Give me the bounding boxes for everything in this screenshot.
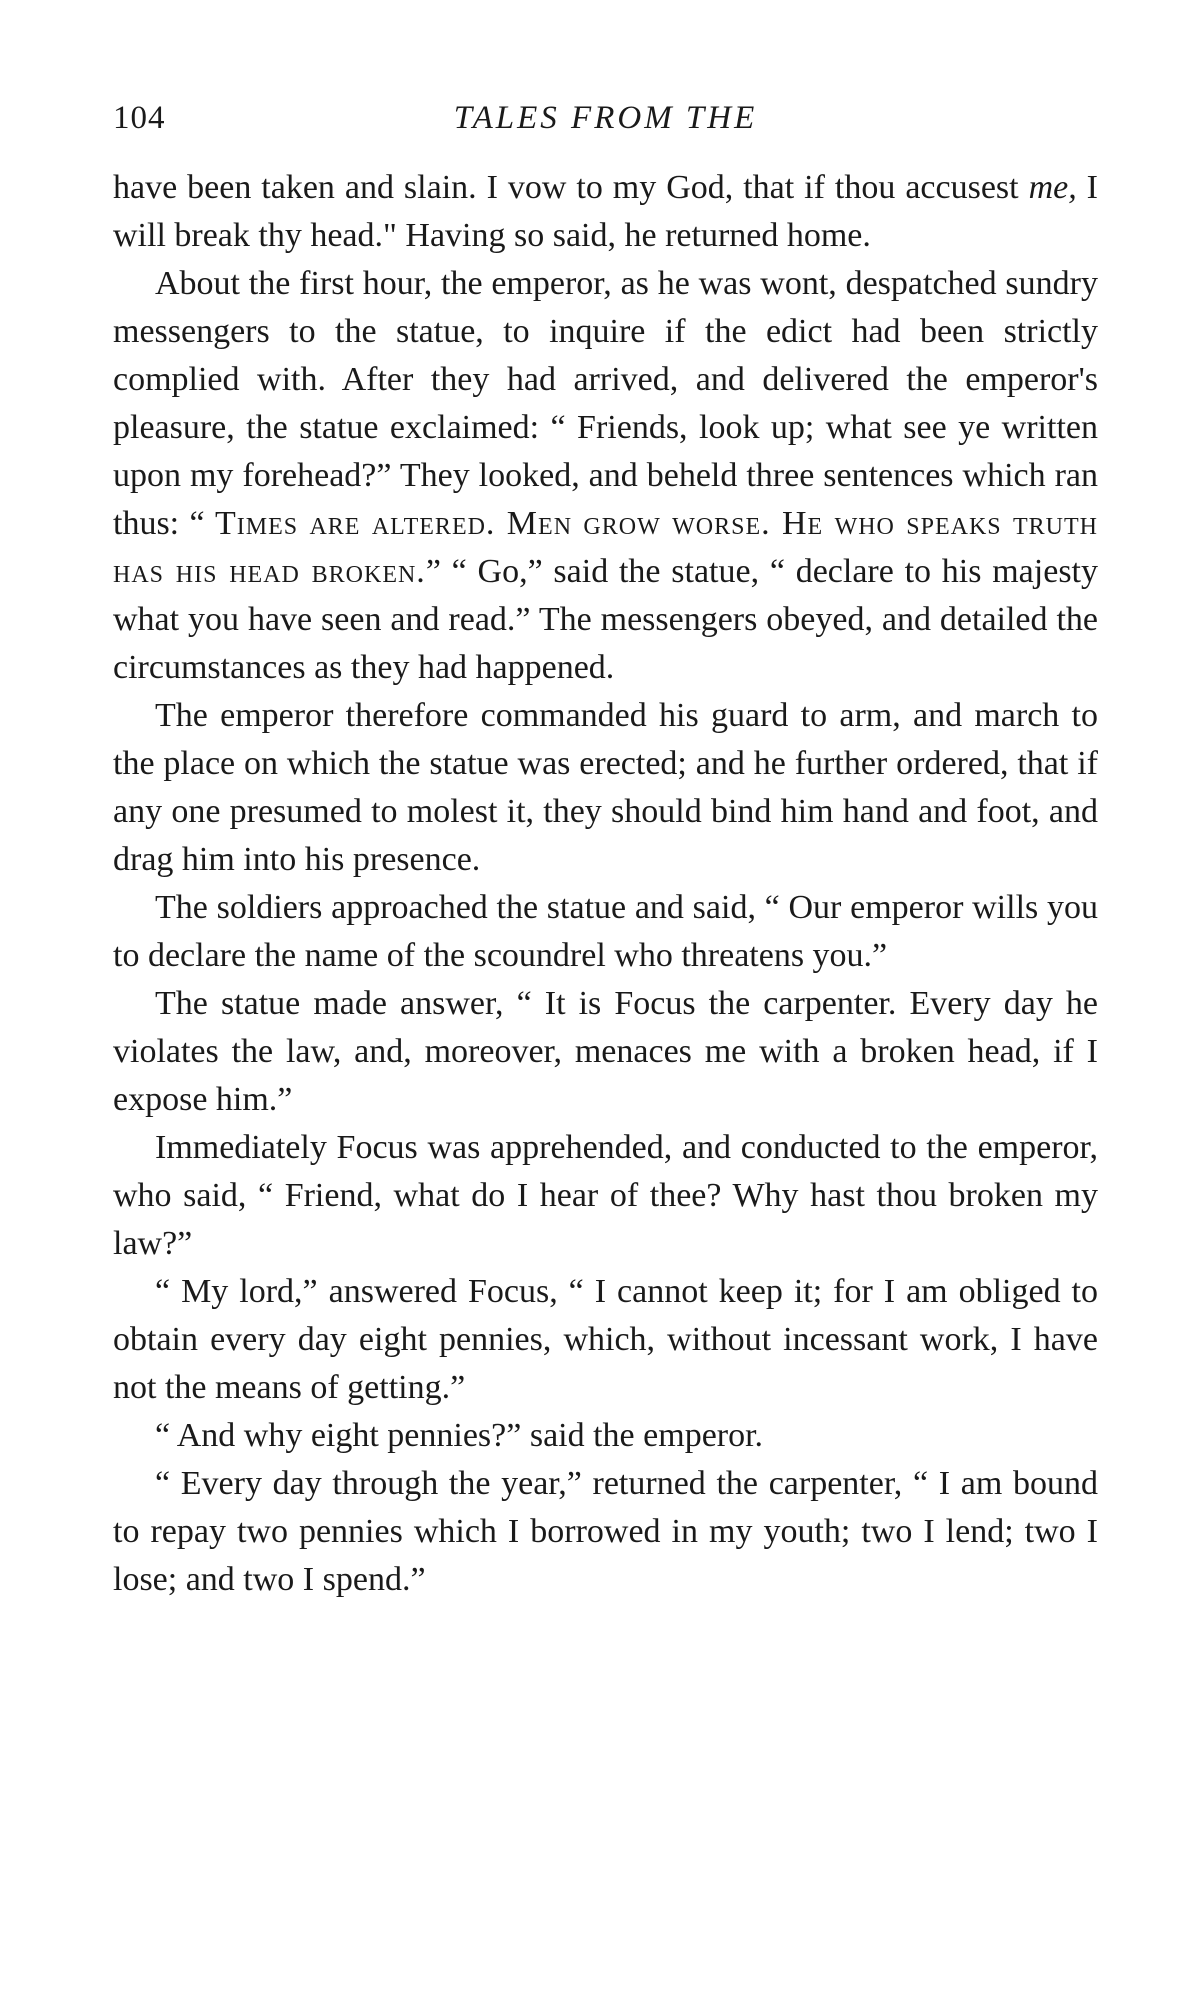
body-text xyxy=(113,164,1098,1604)
paragraph-2-text-b: ” “ Go,” said the statue, “ declare to his majesty what you have seen and read.” The messengers obeyed, and detailed the circumstances as they had happened. xyxy=(113,553,1098,686)
paragraph-8: “ And why eight pennies?” said the emperor. xyxy=(155,1417,764,1454)
paragraph-6: Immediately Focus was apprehended, and conducted to the emperor, who said, “ Friend, what do I hear of thee? Why hast thou broken my law?” xyxy=(113,1129,1098,1262)
paragraph-2-text-a: About the first hour, the emperor, as he was wont, despatched sundry messengers to the statue, to inquire if the edict had been strictly complied with. After they had arrived, and delivered the emperor's pleasure, the statue exclaimed: “ Friends, look up; what see ye written upon my forehead?” They looked, and beheld three sentences which ran thus: “ xyxy=(113,265,1098,542)
paragraph-9: “ Every day through the year,” returned the carpenter, “ I am bound to repay two pennies which I borrowed in my youth; two I lend; two I lose; and two I spend.” xyxy=(113,1465,1098,1598)
paragraph-2 xyxy=(113,260,1098,692)
book-page xyxy=(113,100,1098,1604)
paragraph-1-emphasis: me, xyxy=(1028,169,1077,206)
paragraph-1-text-b: I will break thy head." Having so said, he returned home. xyxy=(113,169,1099,254)
paragraph-5: The statue made answer, “ It is Focus the carpenter. Every day he violates the law, and, moreover, menaces me with a broken head, if I expose him.” xyxy=(113,985,1098,1118)
paragraph-1 xyxy=(113,164,1098,260)
paragraph-4: The soldiers approached the statue and said, “ Our emperor wills you to declare the name of the scoundrel who threatens you.” xyxy=(113,889,1098,974)
paragraph-1-text-a: have been taken and slain. I vow to my God, that if thou accusest xyxy=(113,169,1029,206)
paragraph-3: The emperor therefore commanded his guard to arm, and march to the place on which the statue was erected; and he further ordered, that if any one presumed to molest it, they should bind him hand and foot, and drag him into his presence. xyxy=(113,697,1098,878)
running-title: TALES FROM THE xyxy=(453,100,758,136)
page-header xyxy=(113,100,1098,152)
paragraph-7: “ My lord,” answered Focus, “ I cannot keep it; for I am obliged to obtain every day eight pennies, which, without incessant work, I have not the means of getting.” xyxy=(113,1273,1098,1406)
page-number: 104 xyxy=(113,100,166,136)
forehead-sentences: Times are altered. Men grow worse. He who speaks truth has his head broken. xyxy=(113,505,1098,590)
